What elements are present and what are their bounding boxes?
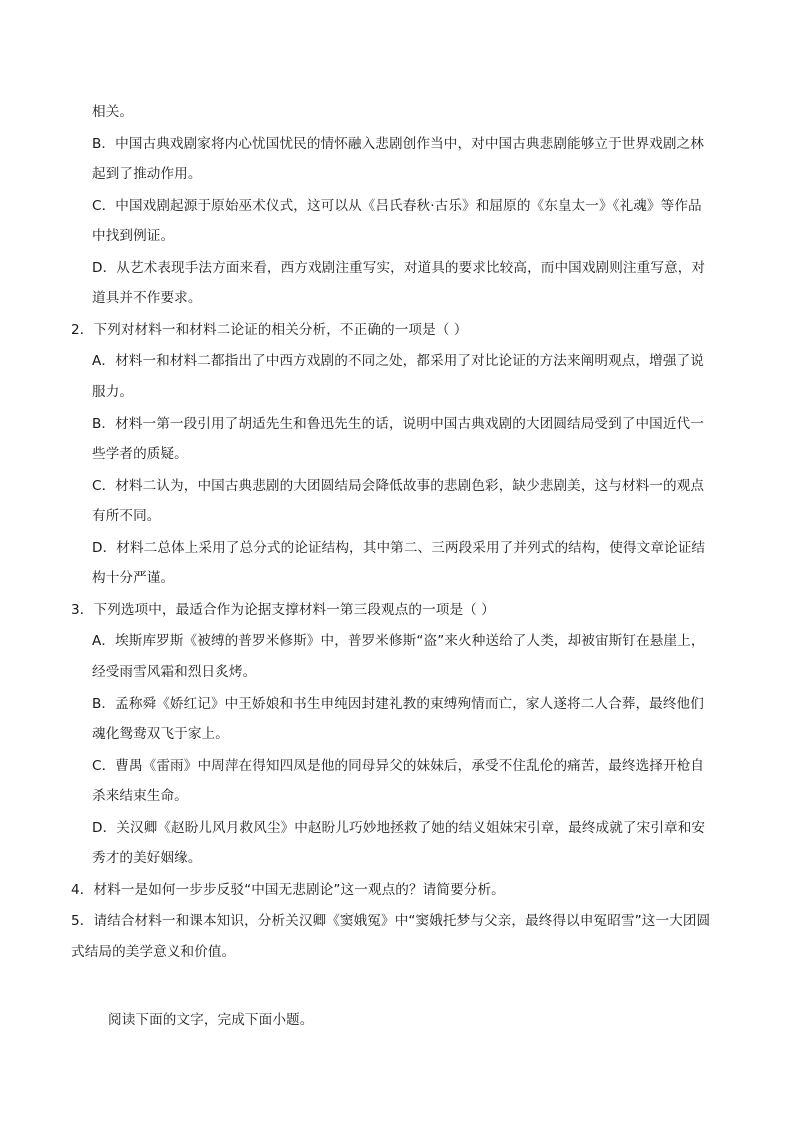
q2-option-b-line1: B．材料一第一段引用了胡适先生和鲁迅先生的话，说明中国古典戏剧的大团圆结局受到了中国近代一 (92, 416, 704, 432)
q3-option-c-line2: 杀来结束生命。 (92, 788, 188, 804)
q1-option-b-line2: 起到了推动作用。 (92, 166, 202, 182)
q2-option-b-line2: 些学者的质疑。 (92, 446, 188, 462)
q1-option-d-line2: 道具并不作要求。 (92, 290, 202, 306)
option-a-tail: 相关。 (92, 104, 134, 120)
q3-option-a-line2: 经受雨雪风霜和烈日炙烤。 (92, 664, 257, 680)
q3-option-b-line2: 魂化鸳鸯双飞于家上。 (92, 726, 229, 742)
q2-option-c-line1: C．材料二认为，中国古典悲剧的大团圆结局会降低故事的悲剧色彩，缺少悲剧美，这与材料一的观点 (92, 478, 705, 494)
q2-option-a-line2: 服力。 (92, 384, 134, 400)
q1-option-c-line2: 中找到例证。 (92, 228, 175, 244)
q3-option-c-line1: C．曹禺《雷雨》中周萍在得知四凤是他的同母异父的妹妹后，承受不住乱伦的痛苦，最终选择开枪自 (92, 758, 705, 774)
q2-option-a-line1: A．材料一和材料二都指出了中西方戏剧的不同之处，都采用了对比论证的方法来阐明观点，增强了说 (92, 353, 704, 369)
q2-option-d-line1: D．材料二总体上采用了总分式的论证结构，其中第二、三两段采用了并列式的结构，使得文章论证结 (92, 540, 706, 556)
q1-option-d-line1: D．从艺术表现手法方面来看，西方戏剧注重写实，对道具的要求比较高，而中国戏剧则注重写意，对 (92, 260, 706, 276)
question-5-stem-line1: 5．请结合材料一和课本知识，分析关汉卿《窦娥冤》中“窦娥托梦与父亲，最终得以申冤昭雪”这一大团圆 (71, 913, 711, 929)
reading-instruction: 阅读下面的文字，完成下面小题。 (108, 1012, 314, 1028)
q2-option-d-line2: 构十分严谨。 (92, 570, 175, 586)
question-2-stem: 2．下列对材料一和材料二论证的相关分析，不正确的一项是（ ） (71, 322, 468, 338)
q3-option-b-line1: B．孟称舜《娇红记》中王娇娘和书生申纯因封建礼教的束缚殉情而亡，家人遂将二人合葬，最终他们 (92, 696, 704, 712)
q2-option-c-line2: 有所不同。 (92, 508, 161, 524)
q3-option-d-line2: 秀才的美好姻缘。 (92, 850, 202, 866)
question-3-stem: 3．下列选项中，最适合作为论据支撑材料一第三段观点的一项是（ ） (71, 602, 495, 618)
q3-option-a-line1: A．埃斯库罗斯《被缚的普罗米修斯》中，普罗米修斯“盗”来火种送给了人类，却被宙斯钉在悬崖上， (92, 633, 705, 649)
q1-option-b-line1: B．中国古典戏剧家将内心忧国忧民的情怀融入悲剧创作当中，对中国古典悲剧能够立于世界戏剧之林 (92, 136, 704, 152)
question-5-stem-line2: 式结局的美学意义和价值。 (71, 944, 236, 960)
question-4-stem: 4．材料一是如何一步步反驳“中国无悲剧论”这一观点的？请简要分析。 (71, 882, 505, 898)
q1-option-c-line1: C．中国戏剧起源于原始巫术仪式，这可以从《吕氏春秋·古乐》和屈原的《东皇太一》《礼魂》等作品 (92, 198, 702, 214)
q3-option-d-line1: D．关汉卿《赵盼儿风月救风尘》中赵盼儿巧妙地拯救了她的结义姐妹宋引章，最终成就了宋引章和安 (92, 820, 706, 836)
